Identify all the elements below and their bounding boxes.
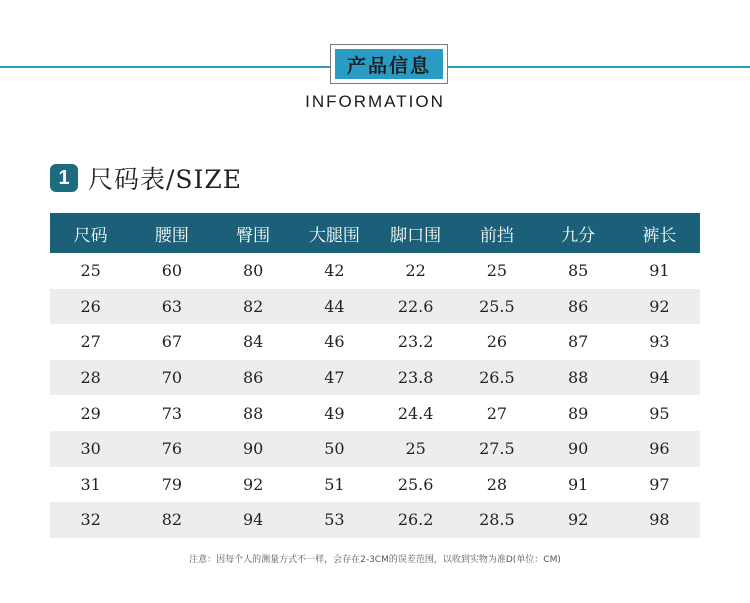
table-cell: 97 bbox=[649, 474, 670, 494]
column-header-thigh: 大腿围 bbox=[294, 213, 375, 253]
section-title-text: 尺码表/SIZE bbox=[88, 165, 243, 194]
table-cell: 88 bbox=[538, 360, 619, 396]
table-cell: 26.2 bbox=[375, 502, 456, 538]
measurement-note: 注意：因每个人的测量方式不一样，会存在2-3CM的误差范围，以收到实物为准D(单位：CM) bbox=[189, 555, 561, 565]
header-tag-label: 产品信息 bbox=[335, 49, 443, 79]
table-cell: 25.5 bbox=[456, 289, 537, 325]
table-cell: 80 bbox=[242, 261, 264, 281]
table-cell: 67 bbox=[161, 332, 183, 352]
table-cell: 86 bbox=[213, 360, 294, 396]
table-cell: 70 bbox=[131, 360, 212, 396]
table-cell: 53 bbox=[294, 502, 375, 538]
table-body bbox=[50, 253, 700, 538]
table-cell: 84 bbox=[242, 332, 264, 352]
table-cell: 27 bbox=[80, 332, 101, 352]
table-cell: 25 bbox=[375, 431, 456, 467]
table-cell: 22.6 bbox=[375, 289, 456, 325]
table-cell: 32 bbox=[50, 502, 131, 538]
table-cell: 25.6 bbox=[397, 474, 434, 494]
table-cell: 25 bbox=[486, 261, 508, 281]
table-cell: 86 bbox=[538, 289, 619, 325]
table-cell: 22 bbox=[405, 261, 426, 281]
table-cell: 73 bbox=[161, 403, 183, 423]
column-header-size: 尺码 bbox=[50, 213, 131, 253]
table-cell: 92 bbox=[242, 474, 264, 494]
table-cell: 49 bbox=[324, 403, 345, 423]
table-row bbox=[50, 253, 700, 289]
table-cell: 93 bbox=[649, 332, 670, 352]
table-cell: 91 bbox=[567, 474, 589, 494]
section-title bbox=[50, 160, 242, 196]
table-cell: 85 bbox=[567, 261, 589, 281]
table-cell: 87 bbox=[567, 332, 589, 352]
table-cell: 91 bbox=[649, 261, 670, 281]
column-header-ninth-length: 九分 bbox=[538, 213, 619, 253]
table-row bbox=[50, 395, 700, 431]
table-cell: 42 bbox=[324, 261, 345, 281]
header-tag bbox=[330, 44, 448, 84]
table-cell: 31 bbox=[80, 474, 101, 494]
table-cell: 82 bbox=[213, 289, 294, 325]
table-cell: 28.5 bbox=[456, 502, 537, 538]
table-cell: 23.2 bbox=[397, 332, 434, 352]
table-row bbox=[50, 289, 700, 325]
table-cell: 90 bbox=[213, 431, 294, 467]
table-row bbox=[50, 324, 700, 360]
column-header-front-rise: 前挡 bbox=[456, 213, 537, 253]
column-header-hip: 臀围 bbox=[213, 213, 294, 253]
table-cell: 95 bbox=[649, 403, 670, 423]
table-cell: 46 bbox=[324, 332, 345, 352]
table-cell: 30 bbox=[50, 431, 131, 467]
table-row bbox=[50, 431, 700, 467]
size-table bbox=[50, 213, 700, 538]
table-cell: 24.4 bbox=[397, 403, 434, 423]
table-cell: 92 bbox=[619, 289, 700, 325]
table-cell: 98 bbox=[619, 502, 700, 538]
table-cell: 25 bbox=[80, 261, 101, 281]
column-header-waist: 腰围 bbox=[131, 213, 212, 253]
table-cell: 23.8 bbox=[375, 360, 456, 396]
table-cell: 28 bbox=[50, 360, 131, 396]
header-subtitle: INFORMATION bbox=[305, 92, 445, 111]
table-cell: 26 bbox=[486, 332, 508, 352]
table-cell: 27.5 bbox=[456, 431, 537, 467]
column-header-leg-opening: 脚口围 bbox=[375, 213, 456, 253]
table-cell: 26.5 bbox=[456, 360, 537, 396]
table-row bbox=[50, 467, 700, 503]
table-cell: 89 bbox=[567, 403, 589, 423]
table-cell: 50 bbox=[294, 431, 375, 467]
table-cell: 88 bbox=[242, 403, 264, 423]
section-number-badge: 1 bbox=[50, 164, 78, 192]
table-cell: 90 bbox=[538, 431, 619, 467]
table-cell: 92 bbox=[538, 502, 619, 538]
table-cell: 94 bbox=[213, 502, 294, 538]
table-cell: 63 bbox=[131, 289, 212, 325]
table-row bbox=[50, 360, 700, 396]
table-cell: 26 bbox=[50, 289, 131, 325]
table-cell: 94 bbox=[619, 360, 700, 396]
table-header-row bbox=[50, 213, 700, 253]
column-header-pants-length: 裤长 bbox=[619, 213, 700, 253]
table-cell: 96 bbox=[619, 431, 700, 467]
table-cell: 28 bbox=[486, 474, 508, 494]
table-cell: 76 bbox=[131, 431, 212, 467]
table-cell: 44 bbox=[294, 289, 375, 325]
table-row bbox=[50, 502, 700, 538]
table-cell: 79 bbox=[161, 474, 183, 494]
table-cell: 51 bbox=[324, 474, 345, 494]
table-cell: 27 bbox=[486, 403, 508, 423]
table-cell: 29 bbox=[80, 403, 101, 423]
table-cell: 47 bbox=[294, 360, 375, 396]
table-cell: 82 bbox=[131, 502, 212, 538]
table-cell: 60 bbox=[161, 261, 183, 281]
